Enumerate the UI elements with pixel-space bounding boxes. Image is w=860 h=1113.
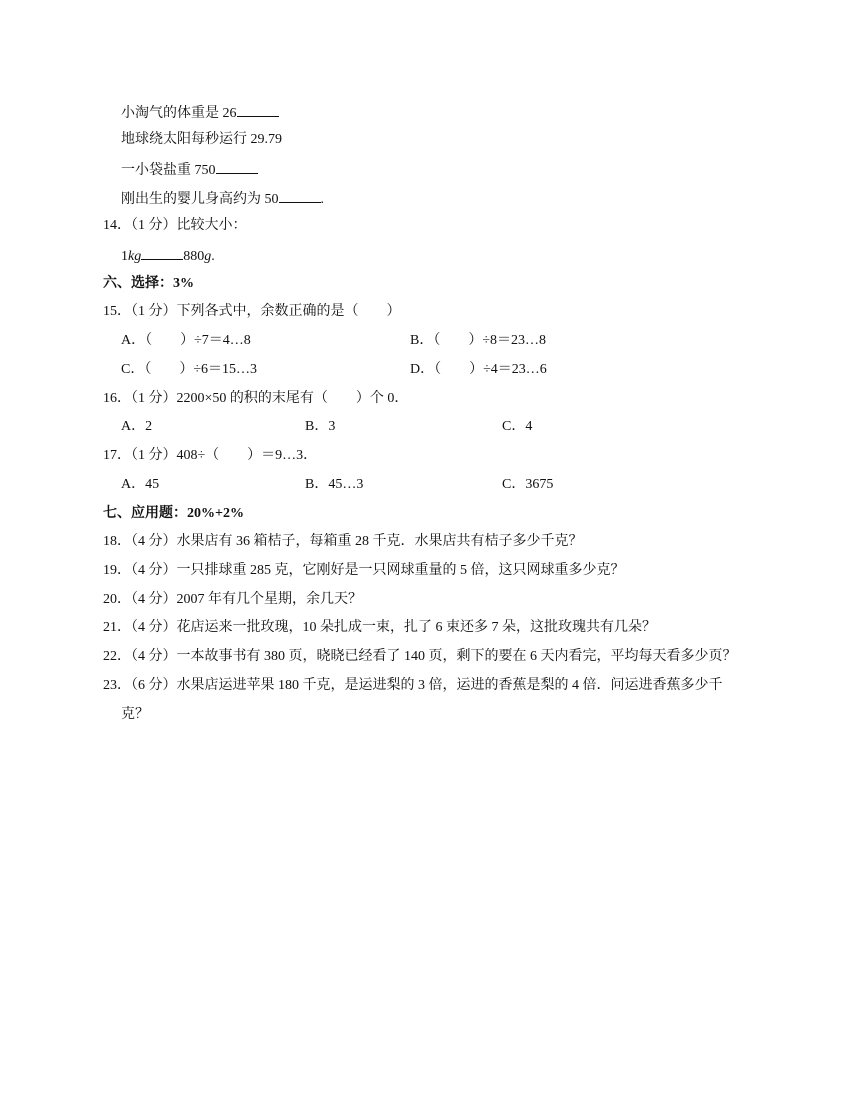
option-b: B．45…3 — [305, 477, 364, 492]
answer-blank — [237, 102, 279, 117]
question-17-stem: 17．（1 分）408÷（ ）＝9…3． — [103, 448, 318, 463]
fill-item-text: 小淘气的体重是 26 — [121, 106, 237, 121]
option-c: C．（ ）÷6＝15…3 — [121, 362, 258, 377]
fill-item — [121, 188, 324, 210]
option-b: B．（ ）÷8＝23…8 — [410, 333, 547, 348]
fill-item-end: . — [320, 192, 324, 207]
compare-value-2: 880 — [183, 249, 205, 264]
question-22: 22．（4 分）一本故事书有 380 页，晓晓已经看了 140 页，剩下的要在 6 天内看完，平均每天看多少页？ — [103, 649, 737, 664]
option-b: B．3 — [305, 419, 336, 434]
question-19: 19．（4 分）一只排球重 285 克，它刚好是一只网球重量的 5 倍，这只网球重多少克？ — [103, 563, 625, 578]
question-23-wrap: 克？ — [121, 707, 149, 722]
question-21: 21．（4 分）花店运来一批玫瑰，10 朵扎成一束，扎了 6 束还多 7 朵，这批玫瑰共有几朵？ — [103, 620, 656, 635]
section-7-heading: 七、应用题：20%+2% — [103, 506, 244, 521]
answer-blank — [216, 159, 258, 174]
option-a: A．45 — [121, 477, 160, 492]
option-a: A．（ ）÷7＝4…8 — [121, 333, 251, 348]
question-15-stem: 15．（1 分）下列各式中，余数正确的是（ ） — [103, 304, 401, 319]
question-14-stem — [103, 216, 247, 236]
fill-item — [121, 102, 279, 124]
question-23: 23．（6 分）水果店运进苹果 180 千克，是运进梨的 3 倍，运进的香蕉是梨的 4 倍．问运进香蕉多少千 — [103, 678, 723, 693]
answer-blank — [279, 188, 321, 203]
question-20: 20．（4 分）2007 年有几个星期，余几天？ — [103, 592, 362, 607]
question-18: 18．（4 分）水果店有 36 箱桔子，每箱重 28 千克．水果店共有桔子多少千克？ — [103, 534, 583, 549]
option-d: D．（ ）÷4＝23…6 — [410, 362, 547, 377]
compare-end: . — [211, 249, 215, 264]
option-a: A．2 — [121, 419, 153, 434]
compare-value-1: 1 — [121, 249, 128, 264]
fill-item — [121, 159, 258, 181]
compare-unit-2: g — [204, 249, 212, 264]
question-14-compare — [121, 245, 215, 267]
option-c: C．3675 — [502, 477, 554, 492]
answer-blank — [141, 245, 183, 260]
option-c: C．4 — [502, 419, 533, 434]
fill-item-text: 刚出生的婴儿身高约为 50 — [121, 192, 279, 207]
compare-unit-1: kg — [128, 249, 142, 264]
fill-item-text: 地球绕太阳每秒运行 29.79 — [121, 132, 282, 147]
question-text: 14．（1 分）比较大小： — [103, 218, 247, 233]
fill-item — [121, 130, 282, 150]
section-6-heading: 六、选择：3% — [103, 276, 194, 291]
fill-item-text: 一小袋盐重 750 — [121, 163, 216, 178]
question-16-stem: 16．（1 分）2200×50 的积的末尾有（ ）个 0． — [103, 391, 409, 406]
